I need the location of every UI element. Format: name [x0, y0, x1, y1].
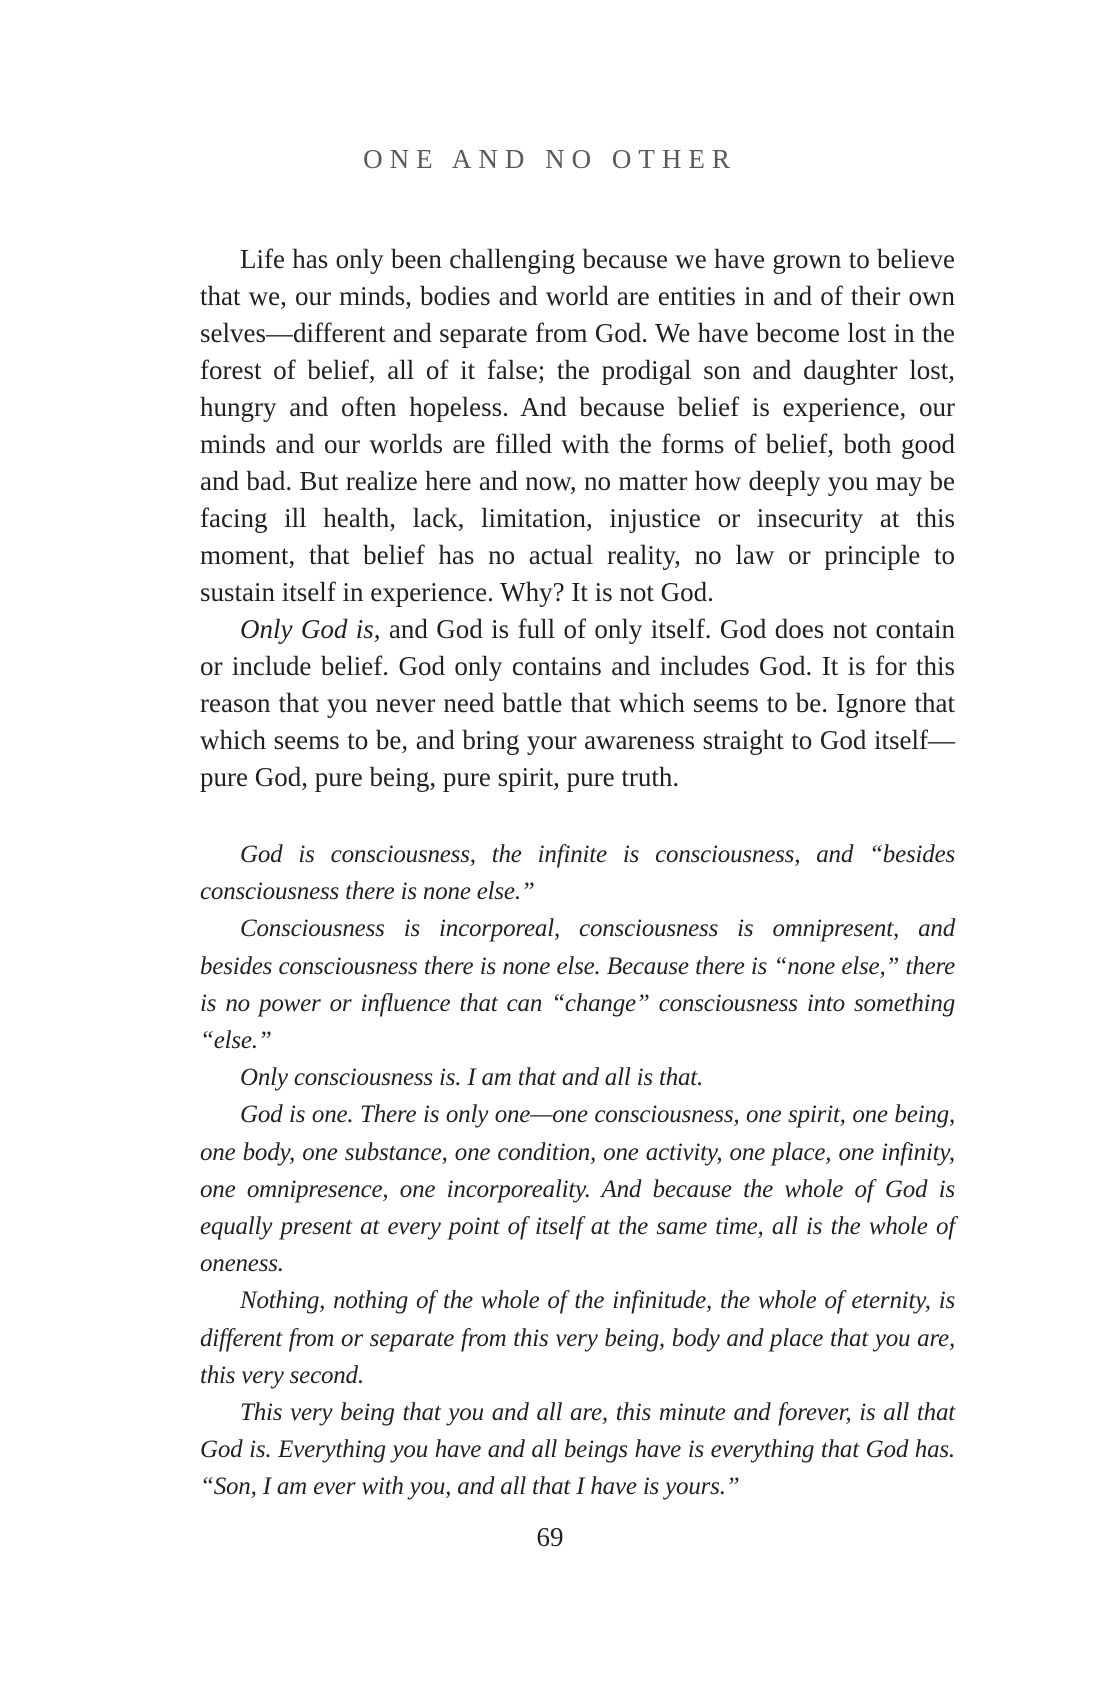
body-paragraph-text: Life has only been challenging because we have grown to believe that we, our minds, bodies and world are entities in and of their own selves—different and separate from God. We have become lost in the forest of belief, all of it false; the prodigal son and daughter lost, hungry and often hopeless. And because belief is experience, our minds and our worlds are filled with the forms of belief, both good and bad. But realize here and now, no matter how deeply you may be facing ill health, lack, limitation, injustice or insecurity at this moment, that belief has no actual reality, no law or principle to sustain itself in experience. Why? It is not God. [200, 244, 955, 607]
body-paragraph [200, 241, 955, 611]
body-text [200, 241, 955, 796]
quote-paragraph: God is one. There is only one—one consciousness, one spirit, one being, one body, one substance, one condition, one activity, one place, one infinity, one omnipresence, one incorporeality. And because the whole of God is equally present at every point of itself at the same time, all is the whole of oneness. [200, 1101, 955, 1278]
quote-paragraph: Nothing, nothing of the whole of the infinitude, the whole of eternity, is different from or separate from this very being, body and place that you are, this very second. [200, 1287, 955, 1389]
body-emphasis: Only God is, [240, 614, 381, 644]
italic-passage [200, 836, 955, 1506]
quote-paragraph: Only consciousness is. I am that and all is that. [240, 1064, 704, 1092]
page-number: 69 [536, 1522, 564, 1552]
body-paragraph [200, 611, 955, 796]
quote-paragraph: God is consciousness, the infinite is consciousness, and “besides consciousness there is none else.” [200, 841, 955, 906]
quote-paragraph: Consciousness is incorporeal, consciousness is omnipresent, and besides consciousness there is none else. Because there is “none else,” there is no power or influence that can “change” consciousness into something “else.” [200, 915, 955, 1055]
body-paragraph-text: and God is full of only itself. God does not contain or include belief. God only contains and includes God. It is for this reason that you never need battle that which seems to be. Ignore that which seems to be, and bring your awareness straight to God itself—pure God, pure being, pure spirit, pure truth. [200, 614, 955, 792]
running-head: ONE AND NO OTHER [363, 144, 737, 174]
quote-paragraph: This very being that you and all are, this minute and forever, is all that God is. Everything you have and all beings have is everything that God has. “Son, I am ever with you, and all that I have is yours.” [200, 1399, 955, 1501]
